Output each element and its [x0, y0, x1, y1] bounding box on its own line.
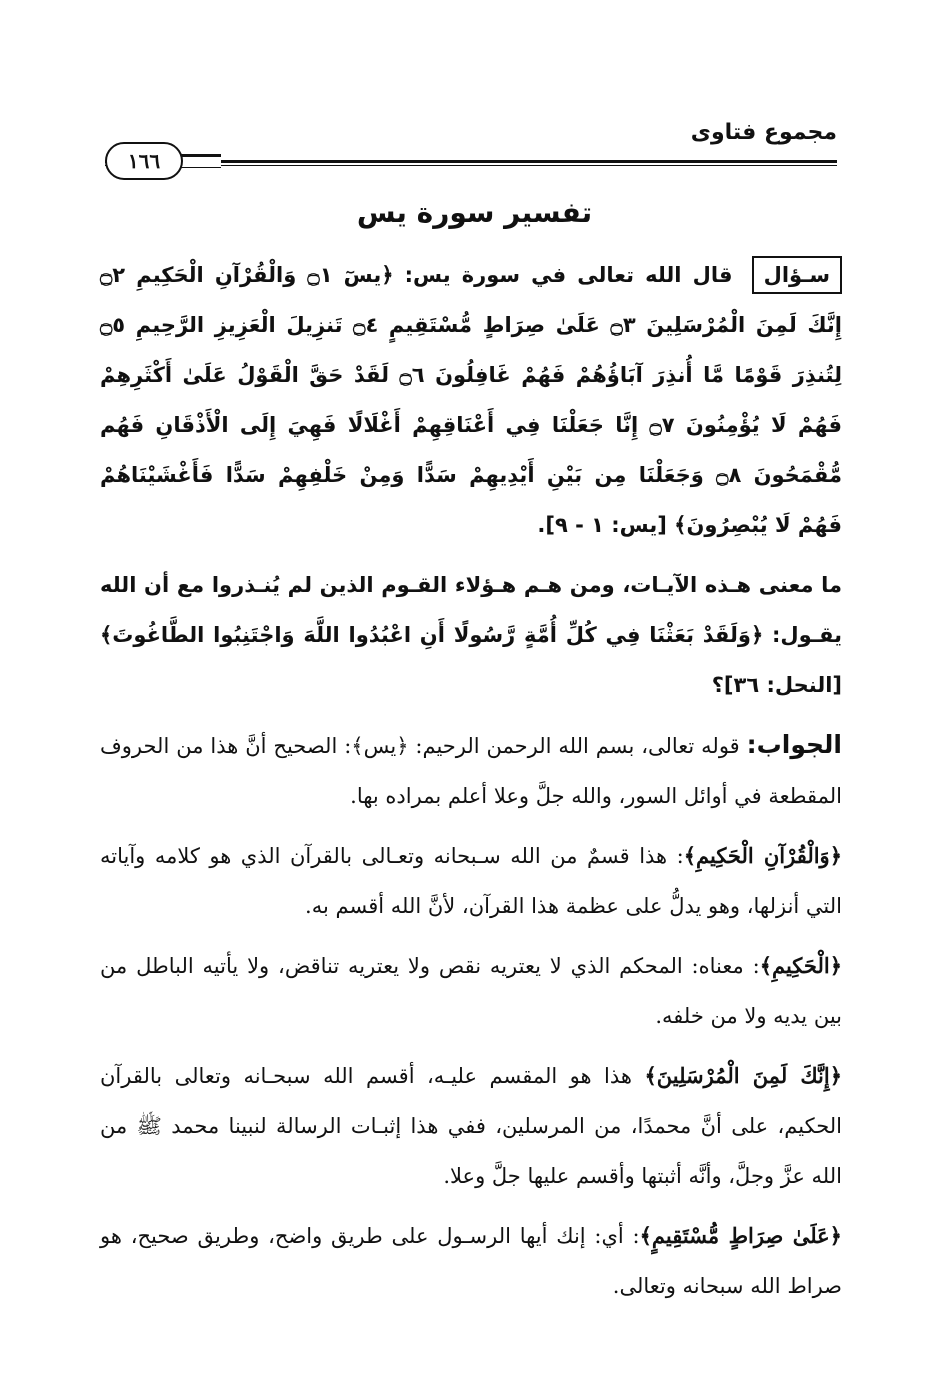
question-paragraph-2: [100, 560, 842, 710]
question-text: قال الله تعالى في سورة يس: ﴿يسٓ ۝١ وَالْقُرْآنِ الْحَكِيمِ ۝٢ إِنَّكَ لَمِنَ الْمُرْسَلِينَ ۝٣ عَلَىٰ صِرَاطٍ مُّسْتَقِيمٍ ۝٤ تَنزِيلَ الْعَزِيزِ الرَّحِيمِ ۝٥ لِتُنذِرَ قَوْمًا مَّا أُنذِرَ آبَاؤُهُمْ فَهُمْ غَافِلُونَ ۝٦ لَقَدْ حَقَّ الْقَوْلُ عَلَىٰ أَكْثَرِهِمْ فَهُمْ لَا يُؤْمِنُونَ ۝٧ إِنَّا جَعَلْنَا فِي أَعْنَاقِهِمْ أَغْلَالًا فَهِيَ إِلَى الْأَذْقَانِ فَهُم مُّقْمَحُونَ ۝٨ وَجَعَلْنَا مِن بَيْنِ أَيْدِيهِمْ سَدًّا وَمِنْ خَلْفِهِمْ سَدًّا فَأَغْشَيْنَاهُمْ فَهُمْ لَا يُبْصِرُونَ﴾ [يس: ١ - ٩].: [100, 263, 843, 537]
quran-quote: ﴿وَالْقُرْآنِ الْحَكِيمِ﴾: [683, 843, 843, 868]
answer-paragraph-2: [100, 831, 842, 931]
answer-text-1: قوله تعالى، بسم الله الرحمن الرحيم: ﴿يس﴾: الصحيح أنَّ هذا من الحروف المقطعة في أوائل السور، والله جلَّ وعلا أعلم بمراده بها.: [100, 734, 842, 808]
page-header: [105, 120, 837, 180]
quran-quote: ﴿إِنَّكَ لَمِنَ الْمُرْسَلِينَ﴾: [644, 1063, 842, 1088]
book-title: مجموع فتاوى: [690, 120, 837, 145]
question-label: سـؤال: [752, 256, 842, 294]
page-body: [100, 250, 842, 1321]
answer-paragraph-5: [100, 1211, 842, 1311]
page-number: ١٦٦: [105, 142, 183, 180]
quran-quote: ﴿الْحَكِيمِ﴾: [759, 953, 842, 978]
answer-label: الجواب:: [746, 730, 842, 759]
question-paragraph: [100, 250, 842, 550]
answer-paragraph-4: [100, 1051, 842, 1201]
quran-quote: ﴿عَلَىٰ صِرَاطٍ مُّسْتَقِيمٍ﴾: [639, 1223, 842, 1248]
answer-text-4: هذا هو المقسم عليـه، أقسم الله سبحـانه وتعالى بالقرآن الحكيم، على أنَّ محمدًا، من المرسلين، ففي هذا إثبـات الرسالة لنبينا محمد ﷺ من الله عزَّ وجلَّ، وأنَّه أثبتها وأقسم عليها جلَّ وعلا.: [100, 1064, 842, 1188]
question-text-2: ما معنى هـذه الآيـات، ومن هـم هـؤلاء القـوم الذين لم يُنـذروا مع أن الله يقـول: ﴿وَلَقَدْ بَعَثْنَا فِي كُلِّ أُمَّةٍ رَّسُولًا أَنِ اعْبُدُوا اللَّهَ وَاجْتَنِبُوا الطَّاغُوتَ﴾ [النحل: ٣٦]؟: [100, 573, 842, 697]
answer-paragraph-3: [100, 941, 842, 1041]
answer-text-2: : هذا قسمٌ من الله سـبحانه وتعـالى بالقرآن الذي هو كلامه وآياته التي أنزلها، وهو يدلُّ على عظمة هذا القرآن، لأنَّ الله أقسم به.: [100, 844, 842, 918]
page-number-bar: [181, 154, 221, 168]
answer-text-3: : معناه: المحكم الذي لا يعتريه نقص ولا يعتريه تناقض، ولا يأتيه الباطل من بين يديه ولا من خلفه.: [100, 954, 842, 1028]
answer-paragraph-1: [100, 720, 842, 821]
section-title: تفسير سورة يس: [356, 196, 593, 229]
answer-text-5: : أي: إنك أيها الرسـول على طريق واضح، وطريق صحيح، هو صراط الله سبحانه وتعالى.: [100, 1224, 842, 1298]
